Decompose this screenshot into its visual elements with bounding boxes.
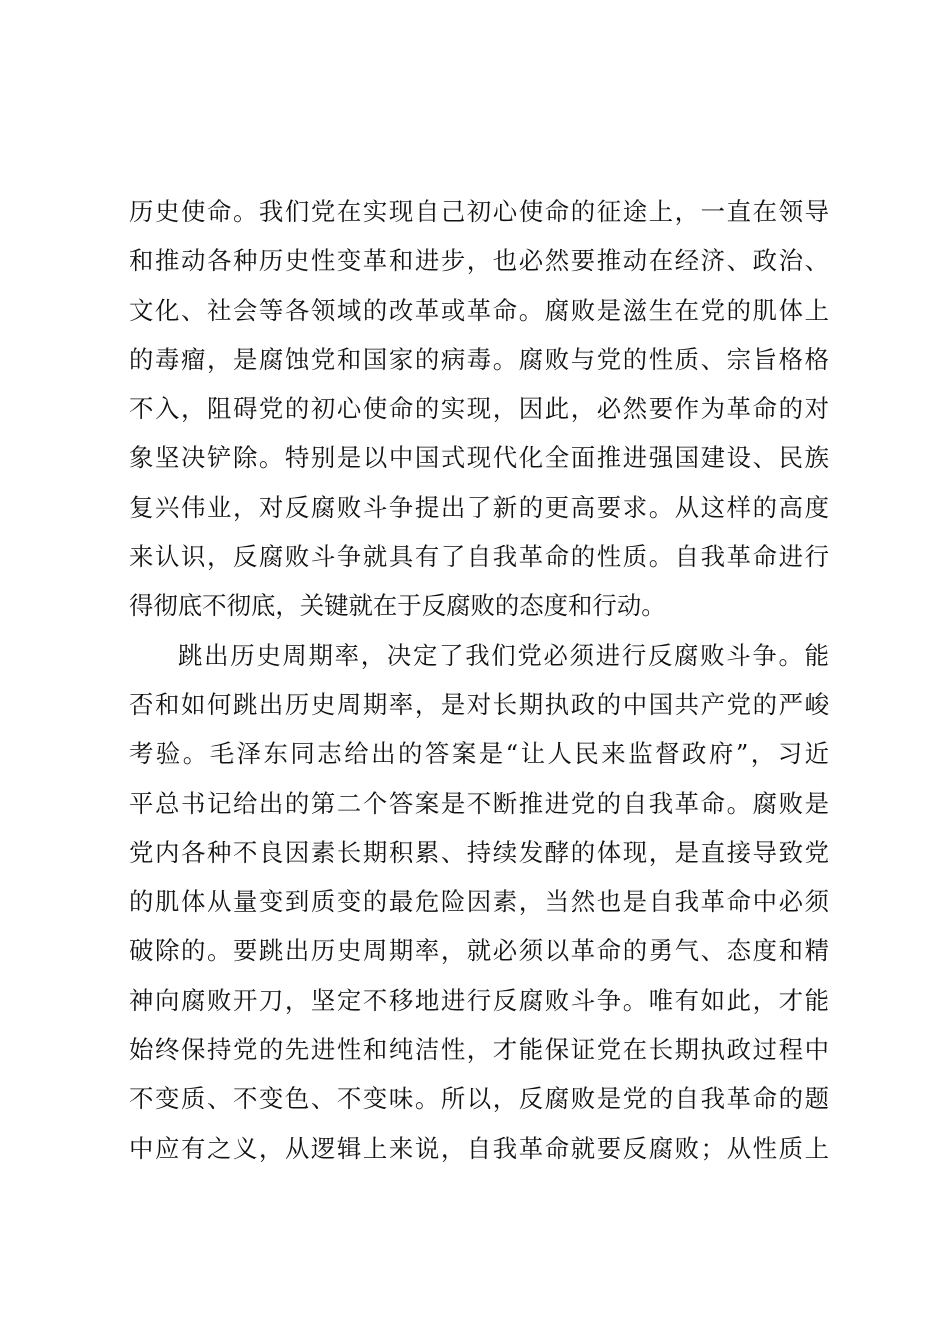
paragraph-1: [129, 187, 829, 631]
text-line: 的毒瘤，是腐蚀党和国家的病毒。腐败与党的性质、宗旨格格: [129, 344, 829, 374]
text-line: 的肌体从量变到质变的最危险因素，当然也是自我革命中必须: [129, 887, 829, 917]
text-line: 象坚决铲除。特别是以中国式现代化全面推进强国建设、民族: [129, 443, 829, 473]
text-line: 历史使命。我们党在实现自己初心使命的征途上，一直在领导: [129, 197, 829, 226]
text-line: 考验。毛泽东同志给出的答案是“让人民来监督政府”，习近: [129, 739, 829, 769]
text-line: 破除的。要跳出历史周期率，就必须以革命的勇气、态度和精: [129, 936, 829, 966]
text-line: 来认识，反腐败斗争就具有了自我革命的性质。自我革命进行: [129, 542, 829, 572]
text-line: 不变质、不变色、不变味。所以，反腐败是党的自我革命的题: [129, 1084, 829, 1114]
text-line: 平总书记给出的第二个答案是不断推进党的自我革命。腐败是: [129, 788, 829, 818]
text-line: 始终保持党的先进性和纯洁性，才能保证党在长期执政过程中: [129, 1035, 829, 1065]
text-line: 中应有之义，从逻辑上来说，自我革命就要反腐败；从性质上: [129, 1133, 829, 1163]
text-line: 和推动各种历史性变革和进步，也必然要推动在经济、政治、: [129, 246, 829, 276]
text-line: 跳出历史周期率，决定了我们党必须进行反腐败斗争。能: [178, 640, 829, 670]
text-line: 否和如何跳出历史周期率，是对长期执政的中国共产党的严峻: [129, 689, 829, 719]
text-line: 党内各种不良因素长期积累、持续发酵的体现，是直接导致党: [129, 837, 829, 867]
body-text: [129, 187, 829, 1173]
text-line: 得彻底不彻底，关键就在于反腐败的态度和行动。: [129, 591, 666, 621]
text-line: 复兴伟业，对反腐败斗争提出了新的更高要求。从这样的高度: [129, 492, 829, 522]
text-line: 神向腐败开刀，坚定不移地进行反腐败斗争。唯有如此，才能: [129, 985, 829, 1015]
paragraph-2: [129, 631, 829, 1173]
text-line: 不入，阻碍党的初心使命的实现，因此，必然要作为革命的对: [129, 394, 829, 424]
text-line: 文化、社会等各领域的改革或革命。腐败是滋生在党的肌体上: [129, 295, 829, 325]
